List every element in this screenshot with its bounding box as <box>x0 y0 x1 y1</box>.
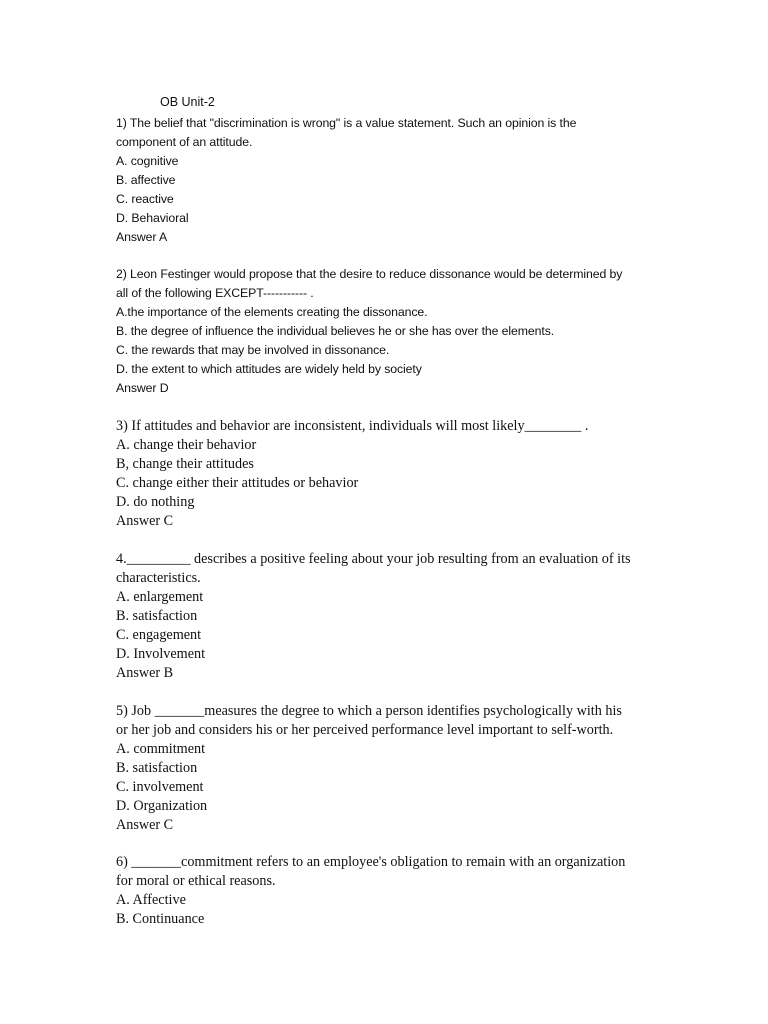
question-3 <box>116 417 656 531</box>
option-d: D. the extent to which attitudes are widely held by society <box>116 362 422 376</box>
question-stem-line: 4._________ describes a positive feeling about your job resulting from an evaluation of its <box>116 551 631 567</box>
answer: Answer C <box>116 817 174 833</box>
option-c: C. engagement <box>116 627 202 643</box>
option-d: D. do nothing <box>116 494 195 510</box>
question-stem-line: 1) The belief that "discrimination is wrong" is a value statement. Such an opinion is the <box>116 116 577 130</box>
question-stem-line: 3) If attitudes and behavior are inconsistent, individuals will most likely________ . <box>116 418 589 434</box>
option-a: A. change their behavior <box>116 437 257 453</box>
page-title: OB Unit-2 <box>160 95 215 109</box>
question-stem-line: 5) Job _______measures the degree to which a person identifies psychologically with his <box>116 703 622 719</box>
option-c: C. involvement <box>116 779 204 795</box>
option-a: A. enlargement <box>116 589 204 605</box>
question-4 <box>116 550 656 683</box>
question-stem-line: characteristics. <box>116 570 201 586</box>
question-5 <box>116 702 656 835</box>
option-d: D. Involvement <box>116 646 206 662</box>
option-b: B. the degree of influence the individual believes he or she has over the elements. <box>116 324 555 338</box>
option-b: B. satisfaction <box>116 760 198 776</box>
answer: Answer C <box>116 513 174 529</box>
option-b: B, change their attitudes <box>116 456 254 472</box>
answer: Answer B <box>116 665 174 681</box>
answer: Answer A <box>116 230 168 244</box>
question-2 <box>116 265 656 398</box>
question-stem-line: all of the following EXCEPT----------- . <box>116 286 314 300</box>
question-stem-line: or her job and considers his or her perceived performance level important to self-worth. <box>116 722 614 738</box>
question-stem-line: for moral or ethical reasons. <box>116 873 276 889</box>
option-a: A. commitment <box>116 741 206 757</box>
option-b: B. Continuance <box>116 911 205 927</box>
option-c: C. reactive <box>116 192 174 206</box>
option-d: D. Organization <box>116 798 208 814</box>
question-stem-line: 2) Leon Festinger would propose that the desire to reduce dissonance would be determined by <box>116 267 623 281</box>
option-c: C. change either their attitudes or behavior <box>116 475 359 491</box>
answer: Answer D <box>116 381 169 395</box>
option-a: A.the importance of the elements creating the dissonance. <box>116 305 428 319</box>
question-stem-line: 6) _______commitment refers to an employee's obligation to remain with an organization <box>116 854 626 870</box>
option-a: A. Affective <box>116 892 186 908</box>
option-d: D. Behavioral <box>116 211 189 225</box>
question-6 <box>116 853 656 929</box>
question-1 <box>116 114 656 247</box>
option-b: B. affective <box>116 173 176 187</box>
option-c: C. the rewards that may be involved in dissonance. <box>116 343 390 357</box>
option-a: A. cognitive <box>116 154 179 168</box>
option-b: B. satisfaction <box>116 608 198 624</box>
question-stem-line: component of an attitude. <box>116 135 253 149</box>
